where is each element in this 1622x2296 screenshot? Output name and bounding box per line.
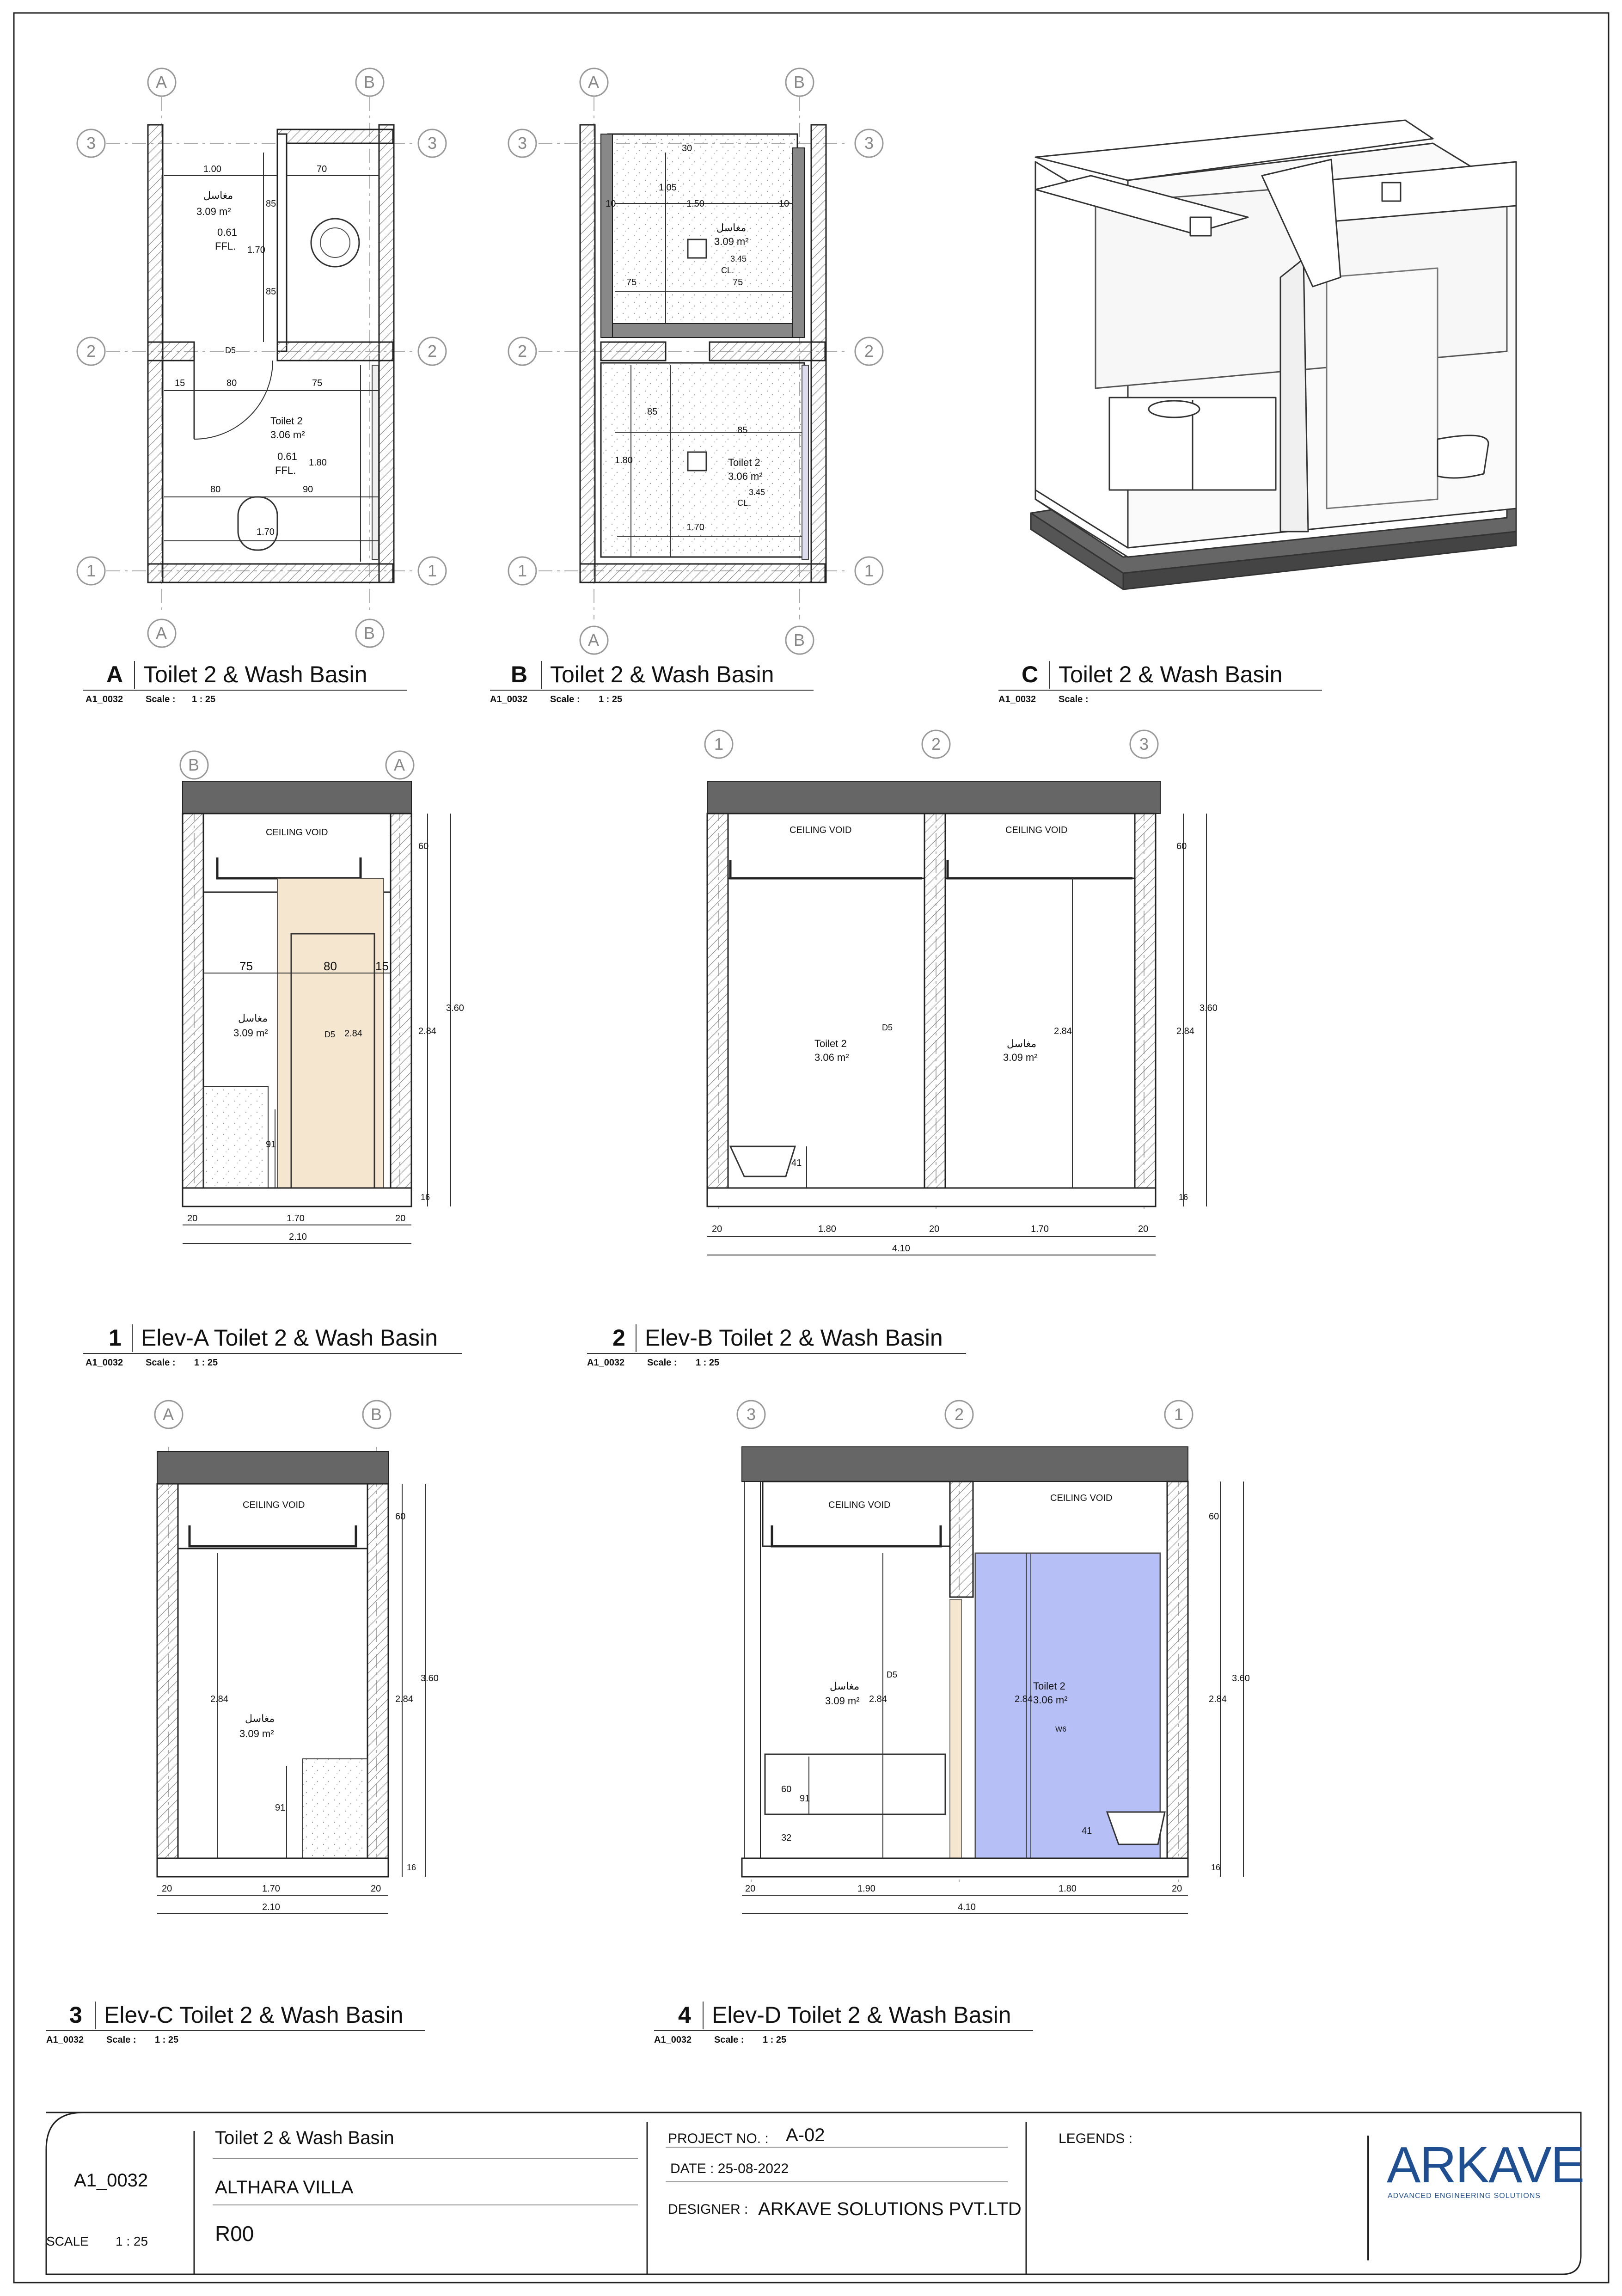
dim-label: 1.70 (287, 1213, 305, 1224)
door-tag: D5 (887, 1670, 898, 1679)
scale-value: 1 : 25 (116, 2234, 148, 2248)
room-area: 3.06 m² (728, 471, 763, 482)
dim-label: 75 (733, 277, 743, 288)
view-name: Toilet 2 & Wash Basin (143, 661, 367, 687)
view-name: Toilet 2 & Wash Basin (550, 661, 774, 687)
grid-label-2: 2 (428, 342, 437, 361)
grid-label-3: 3 (518, 134, 527, 153)
room-area: 3.06 m² (1033, 1694, 1068, 1706)
dim-label: 4.10 (958, 1902, 976, 1912)
dim-label: 2.84 (1176, 1026, 1194, 1036)
grid-label-b: B (794, 73, 805, 92)
dim-label: 1.70 (257, 527, 275, 537)
view-title-c (994, 661, 1364, 712)
view-sheet: A1_0032 (86, 694, 123, 704)
dim-label: 16 (1211, 1863, 1221, 1872)
grid-label-a: A (588, 631, 600, 649)
dim-label: 1.70 (262, 1884, 280, 1894)
dim-label: 2.84 (210, 1694, 228, 1704)
view-name: Elev-B Toilet 2 & Wash Basin (645, 1325, 943, 1351)
view-number: 1 (109, 1325, 122, 1351)
view-scale-label: Scale : (106, 2035, 136, 2045)
grid-label-1: 1 (714, 735, 724, 753)
dim-label: 60 (1209, 1512, 1219, 1522)
dim-label: 20 (1172, 1884, 1182, 1894)
grid-label-a: A (163, 1405, 174, 1424)
view-scale-label: Scale : (146, 1358, 176, 1368)
dim-label: 1.70 (247, 245, 265, 255)
view-number: 4 (678, 2002, 691, 2028)
dim-label: 1.70 (686, 522, 704, 533)
dim-label: 75 (239, 959, 253, 973)
dim-label: 2.84 (1209, 1694, 1227, 1704)
dim-label: 75 (312, 378, 323, 388)
room-name: Toilet 2 (1033, 1680, 1065, 1692)
dim-label: 91 (800, 1794, 810, 1804)
view-title-3 (37, 2002, 453, 2052)
dim-label: 15 (175, 378, 185, 388)
grid-label-2: 2 (931, 735, 941, 753)
dim-label: 1.05 (659, 183, 677, 193)
drawing-title: Toilet 2 & Wash Basin (215, 2128, 394, 2148)
project-no-label: PROJECT NO. : (668, 2131, 769, 2146)
room-name: مغاسل (716, 222, 747, 233)
view-scale: 1 : 25 (192, 694, 216, 704)
dim-label: 60 (781, 1784, 792, 1794)
ceiling-void-label: CEILING VOID (266, 827, 328, 838)
dim-label: 41 (1082, 1826, 1092, 1836)
room-area: 3.09 m² (196, 206, 231, 217)
room-area: 3.09 m² (1003, 1052, 1038, 1063)
dim-label: 16 (1179, 1193, 1188, 1202)
dim-label: 3.60 (421, 1673, 439, 1684)
dim-label: 2.10 (262, 1902, 280, 1912)
room-name: مغاسل (1007, 1038, 1037, 1049)
logo-wordmark: ARKAVE (1387, 2137, 1584, 2193)
grid-label-3: 3 (428, 134, 437, 153)
grid-label-b: B (364, 73, 375, 92)
dim-label: 2.84 (418, 1026, 436, 1036)
dim-label: 15 (375, 959, 389, 973)
project-no: A-02 (786, 2125, 825, 2145)
dim-label: 91 (266, 1139, 276, 1150)
dim-label: 60 (395, 1512, 406, 1522)
dim-label: 2.10 (289, 1232, 307, 1242)
ceiling-void-label: CEILING VOID (790, 825, 852, 835)
view-scale-label: Scale : (647, 1358, 677, 1368)
grid-label-2: 2 (955, 1405, 964, 1424)
door-tag: D5 (324, 1030, 336, 1039)
view-number: 3 (69, 2002, 82, 2028)
dim-label: 90 (303, 484, 313, 495)
designer: ARKAVE SOLUTIONS PVT.LTD (758, 2199, 1022, 2219)
dim-label: 75 (626, 277, 637, 288)
grid-label-a: A (394, 755, 405, 774)
view-title-a (74, 661, 444, 712)
dim-label: 20 (162, 1884, 172, 1894)
dim-label: 20 (929, 1224, 940, 1234)
level-value: 3.45 (730, 254, 747, 263)
room-name: مغاسل (203, 190, 233, 201)
dim-label: 1.80 (818, 1224, 836, 1234)
dim-label: 3.60 (1232, 1673, 1250, 1684)
level-label: CL. (737, 498, 751, 508)
view-name: Elev-A Toilet 2 & Wash Basin (141, 1325, 438, 1351)
dim-label: 85 (266, 287, 276, 297)
grid-label-2: 2 (86, 342, 96, 361)
dim-label: 41 (791, 1158, 802, 1168)
dim-label: 20 (712, 1224, 722, 1234)
grid-label-3: 3 (1139, 735, 1149, 753)
room-name: مغاسل (238, 1012, 268, 1024)
legends-label: LEGENDS : (1059, 2131, 1133, 2146)
plan-view-b (539, 97, 846, 619)
dim-label: 20 (1138, 1224, 1149, 1234)
level-label: FFL. (275, 465, 296, 476)
dim-label: 20 (745, 1884, 756, 1894)
view-sheet: A1_0032 (998, 694, 1036, 704)
dim-label: 20 (371, 1884, 381, 1894)
dim-label: 2.84 (395, 1694, 413, 1704)
dim-label: 4.10 (892, 1243, 910, 1254)
grid-label-2: 2 (864, 342, 874, 361)
level-label: FFL. (215, 240, 236, 252)
sheet-number: A1_0032 (74, 2170, 148, 2191)
ceiling-void-label: CEILING VOID (243, 1500, 305, 1510)
dim-label: 85 (737, 425, 748, 435)
dim-label: 30 (682, 143, 692, 153)
ceiling-void-label: CEILING VOID (828, 1500, 891, 1510)
dim-label: 80 (210, 484, 221, 495)
grid-label-a: A (588, 73, 600, 92)
view-sheet: A1_0032 (490, 694, 528, 704)
dim-label: 2.84 (1015, 1694, 1033, 1704)
room-area: 3.06 m² (270, 429, 305, 441)
dim-label: 2.84 (1054, 1026, 1072, 1036)
dim-label: 3.60 (1200, 1003, 1218, 1013)
dim-label: 1.80 (309, 458, 327, 468)
dim-label: 1.00 (203, 164, 221, 174)
grid-label-2: 2 (518, 342, 527, 361)
view-title-4 (645, 2002, 1061, 2052)
window-tag: W6 (1055, 1726, 1066, 1733)
room-area: 3.09 m² (825, 1695, 860, 1707)
grid-label-1: 1 (518, 561, 527, 580)
view-number: A (106, 661, 123, 687)
door-tag: D5 (225, 346, 236, 355)
grid-label-a: A (156, 73, 167, 92)
view-scale: 1 : 25 (599, 694, 623, 704)
view-scale-label: Scale : (550, 694, 580, 704)
room-area: 3.09 m² (239, 1728, 274, 1739)
dim-label: 1.80 (615, 455, 633, 465)
room-name: Toilet 2 (728, 457, 760, 468)
dim-label: 1.70 (1031, 1224, 1049, 1234)
view-scale: 1 : 25 (696, 1358, 720, 1368)
level-value: 3.45 (749, 488, 765, 497)
elevation-2 (707, 781, 1206, 1255)
revision: R00 (215, 2222, 254, 2246)
view-title-b (481, 661, 851, 712)
level-value: 0.61 (217, 227, 237, 238)
view-scale-label: Scale : (714, 2035, 744, 2045)
grid-label-3: 3 (86, 134, 96, 153)
arkave-logo (1387, 2136, 1584, 2210)
elevation-1 (183, 781, 451, 1243)
view-name: Elev-C Toilet 2 & Wash Basin (104, 2002, 404, 2028)
grid-label-3: 3 (747, 1405, 756, 1424)
view-scale: 1 : 25 (763, 2035, 787, 2045)
room-area: 3.09 m² (233, 1027, 268, 1039)
dim-label: 2.84 (869, 1694, 887, 1704)
dim-label: 1.90 (857, 1884, 875, 1894)
view-scale-label: Scale : (1059, 694, 1089, 704)
view-scale: 1 : 25 (194, 1358, 218, 1368)
dim-label: 80 (324, 959, 337, 973)
project-name: ALTHARA VILLA (215, 2177, 354, 2198)
dim-label: 10 (779, 199, 790, 209)
view-scale: 1 : 25 (155, 2035, 179, 2045)
view-sheet: A1_0032 (587, 1358, 625, 1368)
room-name: Toilet 2 (814, 1038, 847, 1049)
date: DATE : 25-08-2022 (670, 2161, 789, 2176)
view-sheet: A1_0032 (86, 1358, 123, 1368)
elevation-3 (157, 1447, 425, 1914)
grid-label-b: B (371, 1405, 382, 1424)
dim-label: 85 (266, 199, 276, 209)
3d-view-c (1031, 120, 1516, 589)
room-name: مغاسل (245, 1713, 275, 1724)
room-name: Toilet 2 (270, 415, 303, 427)
scale-label: SCALE (46, 2234, 89, 2248)
dim-label: 80 (226, 378, 237, 388)
view-title-2 (578, 1324, 994, 1375)
grid-label-1: 1 (864, 561, 874, 580)
grid-label-1: 1 (86, 561, 96, 580)
view-name: Toilet 2 & Wash Basin (1059, 661, 1283, 687)
dim-label: 1.80 (1059, 1884, 1077, 1894)
level-value: 0.61 (277, 451, 297, 462)
dim-label: 60 (1176, 841, 1187, 851)
view-sheet: A1_0032 (654, 2035, 692, 2045)
grid-label-b: B (794, 631, 805, 649)
dim-label: 16 (407, 1863, 416, 1872)
dim-label: 20 (395, 1213, 406, 1224)
dim-label: 1.50 (686, 199, 704, 209)
view-scale-label: Scale : (146, 694, 176, 704)
door-tag: D5 (882, 1023, 893, 1032)
grid-label-b: B (188, 755, 200, 774)
logo-tagline: ADVANCED ENGINEERING SOLUTIONS (1388, 2192, 1541, 2200)
grid-label-a: A (156, 624, 167, 643)
view-sheet: A1_0032 (46, 2035, 84, 2045)
designer-label: DESIGNER : (668, 2202, 748, 2217)
view-title-1 (74, 1324, 490, 1375)
dim-label: 91 (275, 1803, 286, 1813)
dim-label: 3.60 (446, 1003, 464, 1013)
dim-label: 85 (647, 407, 658, 417)
view-number: 2 (612, 1325, 625, 1351)
dim-label: 60 (418, 841, 429, 851)
grid-label-1: 1 (1174, 1405, 1184, 1424)
dim-label: 32 (781, 1833, 792, 1843)
level-label: CL. (721, 266, 734, 275)
dim-label: 70 (317, 164, 327, 174)
elevation-4 (742, 1447, 1243, 1914)
room-area: 3.06 m² (814, 1052, 849, 1063)
dim-label: 20 (187, 1213, 198, 1224)
ceiling-void-label: CEILING VOID (1005, 825, 1068, 835)
view-number: B (511, 661, 528, 687)
grid-label-3: 3 (864, 134, 874, 153)
dim-label: 10 (606, 199, 616, 209)
dim-label: 2.84 (344, 1029, 362, 1039)
grid-label-b: B (364, 624, 375, 643)
dim-label: 16 (421, 1193, 430, 1202)
room-area: 3.09 m² (714, 236, 749, 247)
view-name: Elev-D Toilet 2 & Wash Basin (712, 2002, 1011, 2028)
ceiling-void-label: CEILING VOID (1050, 1493, 1113, 1503)
grid-label-1: 1 (428, 561, 437, 580)
room-name: مغاسل (830, 1680, 860, 1692)
view-number: C (1022, 661, 1039, 687)
